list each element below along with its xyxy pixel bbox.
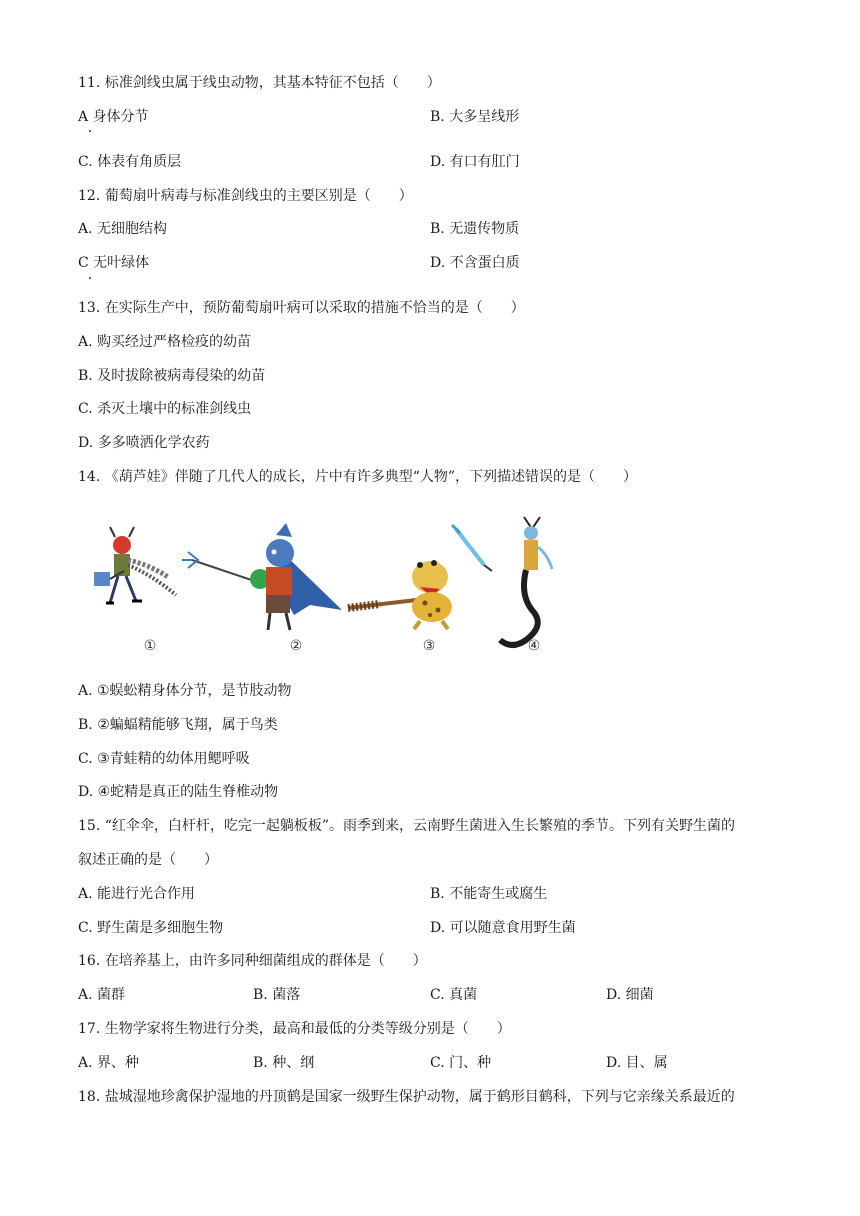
bat-demon-image [182,523,342,630]
question-15-stem-line-1: 15. “红伞伞，白杆杆，吃完一起躺板板”。雨季到来，云南野生菌进入生长繁殖的季节。下列有关野生菌的 [78,818,736,834]
question-14-option-a[interactable]: A. ①蜈蚣精身体分节，是节肢动物 [78,683,292,699]
question-17-option-d[interactable]: D. 目、属 [606,1055,668,1071]
question-12-option-a[interactable]: A. 无细胞结构 [78,221,168,237]
snake-demon-image [452,517,552,645]
question-15-option-a[interactable]: A. 能进行光合作用 [78,886,196,902]
question-12-stem: 12. 葡萄扇叶病毒与标准剑线虫的主要区别是（ ） [78,188,413,204]
stray-dot [89,130,91,132]
question-15-stem-line-2: 叙述正确的是（ ） [78,852,218,868]
figure-label-4: ④ [527,638,541,654]
question-11-option-d[interactable]: D. 有口有肛门 [430,154,520,170]
characters-illustration [80,515,560,660]
calabash-brothers-figure [80,515,560,660]
question-12-option-c[interactable]: C 无叶绿体 [78,255,150,271]
question-16-option-d[interactable]: D. 细菌 [606,987,654,1003]
question-14-option-b[interactable]: B. ②蝙蝠精能够飞翔，属于鸟类 [78,717,278,733]
centipede-demon-image [94,527,176,603]
question-11-option-c[interactable]: C. 体表有角质层 [78,154,182,170]
figure-label-3: ③ [422,638,436,654]
question-12-option-d[interactable]: D. 不含蛋白质 [430,255,520,271]
question-13-stem: 13. 在实际生产中，预防葡萄扇叶病可以采取的措施不恰当的是（ ） [78,300,525,316]
question-15-option-c[interactable]: C. 野生菌是多细胞生物 [78,920,224,936]
question-13-option-c[interactable]: C. 杀灭土壤中的标准剑线虫 [78,401,252,417]
question-16-option-c[interactable]: C. 真菌 [430,987,478,1003]
question-16-option-a[interactable]: A. 菌群 [78,987,126,1003]
question-15-option-b[interactable]: B. 不能寄生或腐生 [430,886,548,902]
question-17-stem: 17. 生物学家将生物进行分类，最高和最低的分类等级分别是（ ） [78,1021,511,1037]
figure-label-2: ② [289,638,303,654]
question-14-option-c[interactable]: C. ③青蛙精的幼体用鳃呼吸 [78,751,250,767]
frog-demon-image [348,560,452,629]
question-13-option-a[interactable]: A. 购买经过严格检疫的幼苗 [78,334,252,350]
figure-label-1: ① [143,638,157,654]
question-13-option-b[interactable]: B. 及时拔除被病毒侵染的幼苗 [78,368,266,384]
question-14-stem: 14. 《葫芦娃》伴随了几代人的成长，片中有许多典型“人物”，下列描述错误的是（ ） [78,469,638,485]
question-15-option-d[interactable]: D. 可以随意食用野生菌 [430,920,576,936]
question-17-option-c[interactable]: C. 门、种 [430,1055,492,1071]
question-17-option-b[interactable]: B. 种、纲 [253,1055,315,1071]
question-11-stem: 11. 标准剑线虫属于线虫动物，其基本特征不包括（ ） [78,75,441,91]
question-11-option-a[interactable]: A 身体分节 [78,109,149,125]
question-16-stem: 16. 在培养基上，由许多同种细菌组成的群体是（ ） [78,953,427,969]
question-17-option-a[interactable]: A. 界、种 [78,1055,140,1071]
question-16-option-b[interactable]: B. 菌落 [253,987,301,1003]
question-11-option-b[interactable]: B. 大多呈线形 [430,109,520,125]
question-12-option-b[interactable]: B. 无遗传物质 [430,221,520,237]
question-13-option-d[interactable]: D. 多多喷洒化学农药 [78,435,210,451]
question-18-stem: 18. 盐城湿地珍禽保护湿地的丹顶鹤是国家一级野生保护动物，属于鹤形目鹤科，下列与它亲缘关系最近的 [78,1089,735,1105]
question-14-option-d[interactable]: D. ④蛇精是真正的陆生脊椎动物 [78,784,279,800]
stray-dot [89,277,91,279]
